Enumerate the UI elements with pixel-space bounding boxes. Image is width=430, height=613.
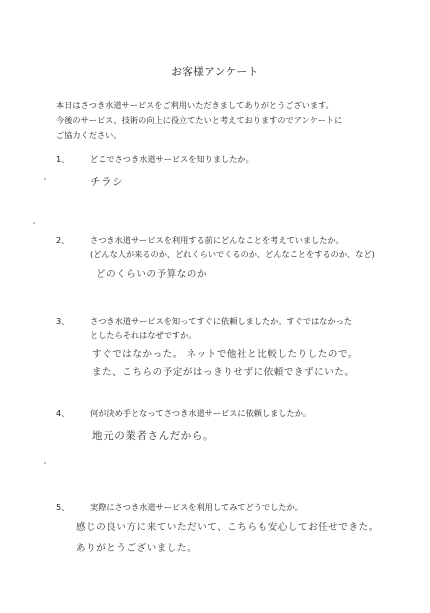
question-text: 何が決め手となってさつき水道サービスに依頼しましたか。 bbox=[90, 408, 312, 418]
scan-mark bbox=[33, 222, 35, 224]
question-text: さつき水道サービスを知ってすぐに依頼しましたか。すぐではなかった としたらそれはなぜですか。 bbox=[90, 316, 353, 340]
question-number: 2、 bbox=[56, 235, 70, 245]
answer-3-line-1: すぐではなかった。 ネットで他社と比較したりしたので。 bbox=[92, 349, 359, 360]
scan-mark bbox=[44, 178, 46, 180]
answer-4: 地元の業者さんだから。 bbox=[92, 430, 215, 442]
question-number: 4、 bbox=[56, 408, 70, 418]
page-title: お客様アンケート bbox=[171, 66, 259, 78]
question-text: さつき水道サービスを利用する前にどんなことを考えていましたか。 (どんな人が来るのか、どれくらいでくるのか、どんなことをするのか、など) bbox=[90, 235, 375, 259]
answer-5-line-2: ありがとうございました。 bbox=[76, 543, 198, 554]
question-number: 1、 bbox=[56, 154, 70, 164]
answer-2: どのくらいの予算なのか bbox=[96, 269, 208, 280]
question-text: 実際にさつき水道サービスを利用してみてどうでしたか。 bbox=[90, 502, 303, 512]
answer-3-line-2: また、こちらの予定がはっきりせずに依頼できずにいた。 bbox=[92, 367, 355, 378]
intro-text: 本日はさつき水道サービスをご利用いただきましてありがとうございます。 今後のサービス、技術の向上に役立てたいと考えておりますのでアンケートに ご協力ください。 bbox=[56, 100, 343, 140]
question-number: 3、 bbox=[56, 316, 70, 326]
question-number: 5、 bbox=[56, 502, 70, 512]
question-text: どこでさつき水道サービスを知りましたか。 bbox=[90, 154, 254, 164]
answer-1: チラシ bbox=[90, 176, 124, 188]
scan-mark bbox=[44, 462, 46, 464]
answer-5-line-1: 感じの良い方に来ていただいて、こちらも安心してお任せできた。 bbox=[76, 522, 379, 533]
